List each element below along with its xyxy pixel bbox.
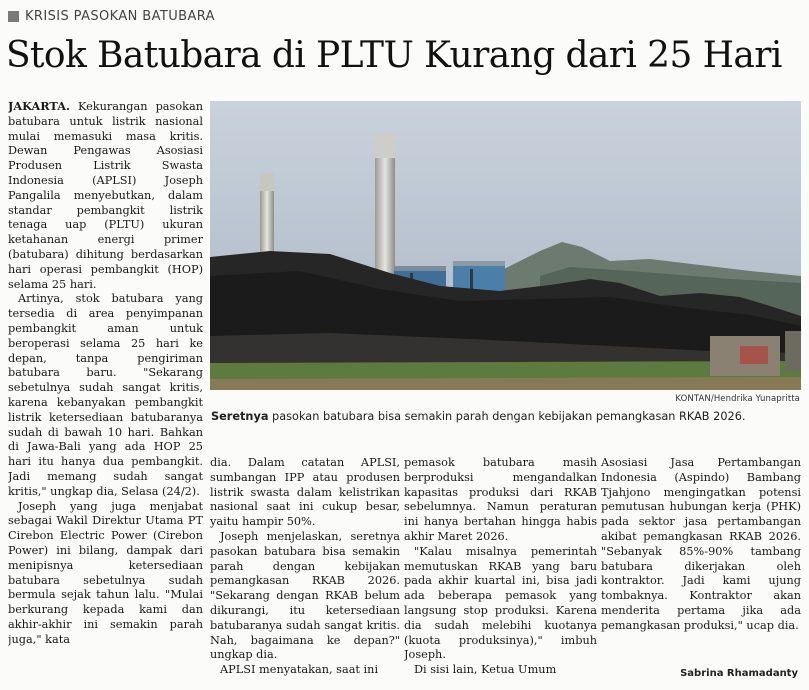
paragraph-2: Artinya, stok batubara yang tersedia di area penyimpanan pembangkit aman untuk beroperasi selama 25 hari ke depan, tanpa pengiriman batubara baru. "Sekarang sebetulnya sudah sangat kritis, karena kebanyakan pembangkit listrik ketersediaan batubaranya sudah di bawah 10 hari. Bahkan di Jawa-Bali yang ada HOP 25 hari itu hanya dua pembangkit. Jadi memang sudah sangat kritis," ungkap dia, Selasa (24/2). <box>8 292 203 498</box>
paragraph-5: Joseph menjelaskan, seretnya pasokan batubara bisa semakin parah dengan kebijakan pemangkasan RKAB 2026. "Sekarang dengan RKAB belum dikurangi, itu ketersediaan batubaranya sudah sangat kritis. Nah, bagaimana ke depan?" ungkap dia. <box>210 529 400 662</box>
power-plant-photo <box>210 101 801 390</box>
paragraph-4: dia. Dalam catatan APLSI, sumbangan IPP atau produsen listrik swasta dalam kelistrikan nasional saat ini cukup besar, yaitu hampir 50%. <box>210 456 400 529</box>
photo-caption <box>211 410 801 423</box>
paragraph-10: Asosiasi Jasa Pertambangan Indonesia (Aspindo) Bambang Tjahjono mengingatkan potensi pemutusan hubungan kerja (PHK) pada sektor jasa pertambangan akibat pemangkasan RKAB 2026. "Sebanyak 85%-90% tambang batubara dikerjakan oleh kontraktor. Jadi kami ujung tombaknya. Kontraktor akan menderita pertama jika ada pemangkasan produksi," ucap dia. <box>601 456 801 632</box>
dateline: JAKARTA. <box>8 99 70 113</box>
article-column-4 <box>601 456 801 656</box>
paragraph-6: APLSI menyatakan, saat ini <box>220 663 379 677</box>
paragraph-9: Di sisi lain, Ketua Umum <box>414 663 557 677</box>
paragraph-3: Joseph yang juga menjabat sebagai Wakil Direktur Utama PT Cirebon Electric Power (Cirebon Power) ini bilang, dampak dari menipisnya ketersediaan batubara sebetulnya sudah bermula sejak tahun lalu. "Mulai berkurang kepada kami dan akhir-akhir ini semakin parah juga," kata <box>8 499 203 646</box>
article-column-2 <box>210 456 400 690</box>
byline: Sabrina Rhamadanty <box>680 668 798 679</box>
news-photo <box>210 101 801 390</box>
rubric-square-icon <box>8 11 19 22</box>
caption-lead: Seretnya <box>211 410 269 423</box>
paragraph-1: Kekurangan pasokan batubara untuk listrik nasional mulai memasuki masa kritis. Dewan Pengawas Asosiasi Produsen Listrik Swasta Indonesia (APLSI) Joseph Pangalila menyebutkan, dalam standar pembangkit listrik tenaga uap (PLTU) ukuran ketahanan energi primer (batubara) dihitung berdasarkan hari operasi pembangkit (HOP) selama 25 hari. <box>8 100 203 291</box>
paragraph-8: "Kalau misalnya pemerintah memutuskan RKAB yang baru pada akhir kuartal ini, bisa jadi ada beberapa pemasok yang langsung stop produksi. Karena dia sudah melebihi kuotanya (kuota produksinya)," imbuh Joseph. <box>404 544 597 662</box>
rubric-label: KRISIS PASOKAN BATUBARA <box>25 9 215 24</box>
paragraph-7: pemasok batubara masih berproduksi mengandalkan kapasitas produksi dari RKAB sebelumnya. Namun peraturan ini hanya bertahan hingga habis akhir Maret 2026. <box>404 456 597 543</box>
photo-credit: KONTAN/Hendrika Yunapritta <box>675 394 800 404</box>
section-rubric <box>8 9 215 24</box>
article-column-3 <box>404 456 597 690</box>
headline: Stok Batubara di PLTU Kurang dari 25 Hari <box>6 35 782 76</box>
caption-text: pasokan batubara bisa semakin parah dengan kebijakan pemangkasan RKAB 2026. <box>268 410 746 423</box>
article-column-1 <box>8 99 203 689</box>
